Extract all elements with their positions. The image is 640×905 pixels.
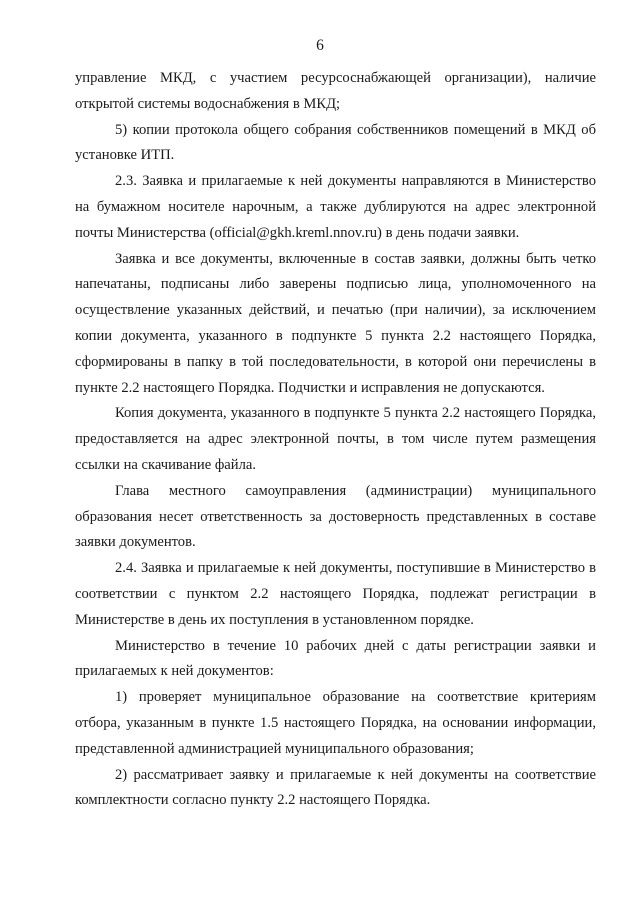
paragraph-ministry-review-period: Министерство в течение 10 рабочих дней с даты регистрации заявки и прилагаемых к ней документов: [75, 637, 596, 680]
paragraph-mkd-water-system: управление МКД, с участием ресурсоснабжающей организации), наличие открытой системы водоснабжения в МКД; [75, 70, 596, 112]
paragraph-item-1-check-criteria: 1) проверяет муниципальное образование на соответствие критериям отбора, указанным в пункте 1.5 настоящего Порядка, на основании информации, представленной администрацией муниципального образования; [75, 689, 596, 757]
paragraph-documents-requirements: Заявка и все документы, включенные в состав заявки, должны быть четко напечатаны, подписаны либо заверены подписью лица, уполномоченного на осуществление указанных действий, и печатью (при наличии), за исключением копии документа, указанного в подпункте 5 пункта 2.2 настоящего Порядка, сформированы в папку в той последовательности, в которой они перечислены в пункте 2.2 настоящего Порядка. Подчистки и исправления не допускаются. [75, 250, 596, 396]
document-body [75, 66, 596, 814]
paragraph-item-5-protocol: 5) копии протокола общего собрания собственников помещений в МКД об установке ИТП. [75, 121, 596, 164]
paragraph-head-responsibility: Глава местного самоуправления (администрации) муниципального образования несет ответственность за достоверность представленных в составе заявки документов. [75, 482, 596, 551]
paragraph-2-3-submission: 2.3. Заявка и прилагаемые к ней документы направляются в Министерство на бумажном носителе нарочным, а также дублируются на адрес электронной почты Министерства (official@gkh.kreml.nnov.ru) в день подачи заявки. [75, 173, 596, 241]
paragraph-2-4-registration: 2.4. Заявка и прилагаемые к ней документы, поступившие в Министерство в соответствии с пунктом 2.2 настоящего Порядка, подлежат регистрации в Министерстве в день их поступления в установленном порядке. [75, 560, 596, 628]
paragraph-item-2-check-completeness: 2) рассматривает заявку и прилагаемые к ней документы на соответствие комплектности согласно пункту 2.2 настоящего Порядка. [75, 766, 596, 809]
page-number: 6 [316, 37, 324, 54]
paragraph-copy-by-email: Копия документа, указанного в подпункте 5 пункта 2.2 настоящего Порядка, предоставляется на адрес электронной почты, в том числе путем размещения ссылки на скачивание файла. [75, 405, 596, 473]
